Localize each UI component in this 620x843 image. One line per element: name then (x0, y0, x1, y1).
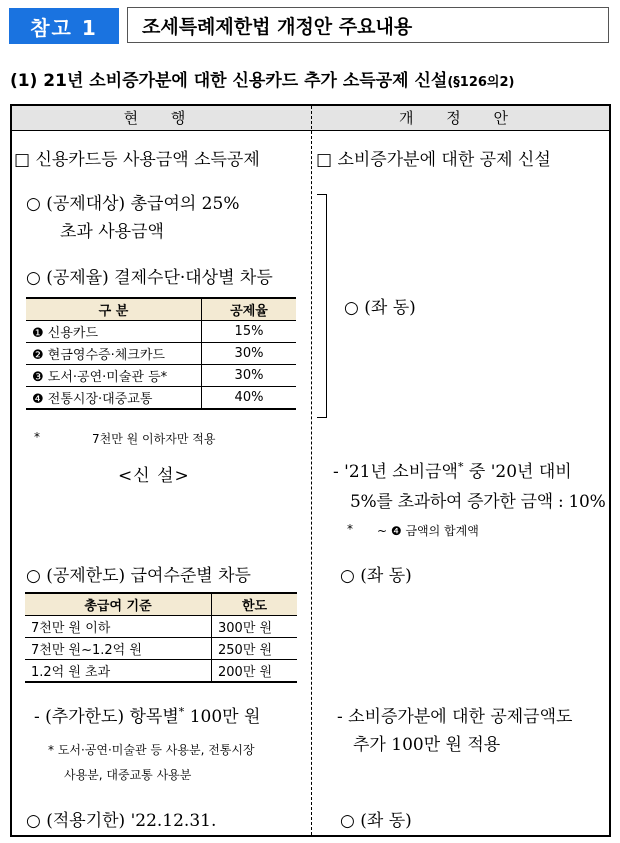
table-row (25, 660, 297, 683)
rate-value: 40% (202, 387, 297, 410)
increase-footnote-mark: * (457, 460, 464, 474)
limit-table (25, 592, 297, 683)
document-title: 조세특례제한법 개정안 주요내용 (127, 7, 609, 43)
current-expiry: ○ (적용기한) '22.12.31. (26, 811, 217, 831)
amended-heading: □ 소비증가분에 대한 공제 신설 (316, 150, 551, 170)
increase-line1-tail: 중 '20년 대비 (468, 462, 572, 482)
rate-category: ❸ 도서·공연·미술관 등* (26, 365, 202, 387)
table-row (26, 343, 296, 365)
extra-note-line2: 사용분, 대중교통 사용분 (64, 768, 192, 782)
rate-table-header (26, 298, 296, 321)
limit-header-amount: 한도 (212, 593, 298, 616)
table-row (26, 365, 296, 387)
rate-note-mark: * (34, 430, 40, 444)
current-limit-line: ○ (공제한도) 급여수준별 차등 (26, 566, 251, 586)
table-row (25, 638, 297, 660)
reference-tag: 참고 1 (9, 8, 119, 44)
limit-table-header (25, 593, 297, 616)
current-extra-limit (34, 702, 260, 727)
column-divider (311, 106, 312, 835)
limit-basis: 7천만 원~1.2억 원 (25, 638, 212, 660)
current-rate-line: ○ (공제율) 결제수단·대상별 차등 (26, 268, 273, 288)
rate-category: ❷ 현금영수증·체크카드 (26, 343, 202, 365)
rate-value: 15% (202, 321, 297, 343)
limit-header-basis: 총급여 기준 (25, 593, 212, 616)
column-header-amended: 개 정 안 (398, 109, 522, 127)
rate-note: 7천만 원 이하자만 적용 (92, 432, 216, 446)
rate-category: ❹ 전통시장·대중교통 (26, 387, 202, 410)
current-heading: □ 신용카드등 사용금액 소득공제 (14, 150, 260, 170)
limit-basis: 7천만 원 이하 (25, 616, 212, 638)
increase-note-mark: * (347, 522, 353, 536)
increase-line1-text: - '21년 소비금액 (333, 462, 458, 482)
section-title-text: (1) 21년 소비증가분에 대한 신용카드 추가 소득공제 신설 (10, 71, 448, 91)
section-reference: (§126의2) (447, 75, 515, 90)
amended-same-1: ○ (좌 동) (344, 298, 416, 318)
amended-increase-line2: 5%를 초과하여 증가한 금액 : 10% (350, 492, 606, 512)
column-header-current: 현 행 (123, 109, 200, 127)
extra-limit-amount: 100만 원 (189, 707, 261, 727)
new-label: <신 설> (118, 466, 190, 486)
increase-note: ~ ❹ 금액의 합계액 (377, 524, 479, 538)
amended-extra-line2: 추가 100만 원 적용 (353, 735, 501, 755)
current-target-line2: 초과 사용금액 (60, 222, 164, 242)
amended-same-2: ○ (좌 동) (340, 566, 412, 586)
same-as-left-bracket (317, 194, 327, 418)
amended-increase-line1 (333, 457, 572, 482)
amended-extra-line1: - 소비증가분에 대한 공제금액도 (337, 707, 573, 727)
limit-amount: 250만 원 (212, 638, 298, 660)
rate-header-rate: 공제율 (202, 298, 297, 321)
extra-limit-footnote-mark: * (178, 705, 185, 719)
rate-category: ❶ 신용카드 (26, 321, 202, 343)
extra-note-line1: * 도서·공연·미술관 등 사용분, 전통시장 (48, 743, 255, 757)
rate-value: 30% (202, 343, 297, 365)
rate-header-category: 구 분 (26, 298, 202, 321)
extra-limit-text: - (추가한도) 항목별 (34, 707, 179, 727)
table-row (26, 387, 296, 410)
table-row (25, 616, 297, 638)
table-row (26, 321, 296, 343)
limit-amount: 300만 원 (212, 616, 298, 638)
limit-basis: 1.2억 원 초과 (25, 660, 212, 683)
section-title (10, 66, 514, 91)
rate-value: 30% (202, 365, 297, 387)
limit-amount: 200만 원 (212, 660, 298, 683)
rate-table (26, 297, 296, 410)
current-target-line1: ○ (공제대상) 총급여의 25% (26, 194, 240, 214)
amended-same-3: ○ (좌 동) (340, 811, 412, 831)
